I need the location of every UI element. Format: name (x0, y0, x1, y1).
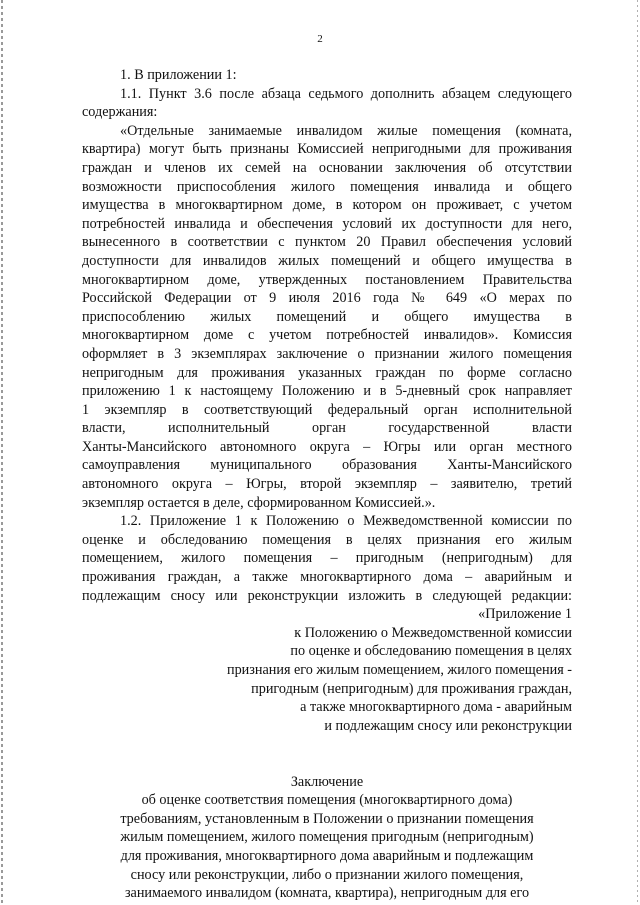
text-line: Российской Федерации от 9 июля 2016 года № 649 «О мерах по (82, 290, 572, 307)
text-line: автономного округа – Югры, второй экземпляр – заявителю, третий (82, 476, 572, 493)
text-line: приспособлению жилых помещений и общего имущества в (82, 308, 572, 325)
text-line: непригодным для проживания указанных граждан по форме согласно (82, 364, 572, 381)
text-line: Ханты-Мансийского автономного округа – Югры или орган местного (82, 438, 572, 455)
text-line: сносу или реконструкции, либо о признании жилого помещения, (130, 866, 524, 883)
text-line: квартира) могут быть признаны Комиссией непригодными для проживания (82, 141, 572, 158)
text-line: «Отдельные занимаемые инвалидом жилые помещения (комната, (120, 122, 572, 139)
text-line: 1. В приложении 1: (120, 67, 237, 83)
text-line: жилым помещением, жилого помещения пригодным (непригодным) (120, 829, 534, 846)
text-line: многоквартирном доме, утвержденных постановлением Правительства (82, 271, 572, 288)
text-line: доступности для инвалидов жилых помещений и общего имущества в (82, 252, 572, 269)
text-line: по оценке и обследованию помещения в целях (290, 643, 572, 660)
text-line: и подлежащим сносу или реконструкции (324, 717, 572, 734)
text-line: 1.1. Пункт 3.6 после абзаца седьмого дополнить абзацем следующего (120, 85, 572, 102)
scan-edge-left (1, 0, 3, 905)
text-line: помещением, жилого помещения – пригодным (непригодным) для (82, 550, 572, 567)
text-line: оценке и обследованию помещения в целях признания его жилым (82, 531, 572, 548)
page-number: 2 (317, 33, 323, 45)
text-line: потребностей инвалида и обеспечения условий их доступности для него, (82, 215, 572, 232)
text-line: экземпляр остается в деле, сформированном Комиссией.». (82, 494, 436, 511)
text-line: пригодным (непригодным) для проживания граждан, (251, 680, 572, 697)
text-line: приложению 1 к настоящему Положению и в 5-дневный срок направляет (82, 383, 572, 400)
text-line: признания его жилым помещением, жилого помещения - (226, 662, 572, 678)
blank-line (82, 754, 572, 773)
text-line: Заключение (290, 773, 364, 790)
text-line: 1 экземпляр в соответствующий федеральный орган исполнительной (82, 401, 572, 418)
scan-edge-right (637, 0, 638, 905)
text-line: возможности приспособления жилого помещения инвалида и общего (82, 178, 572, 195)
text-line: к Положению о Межведомственной комиссии (294, 624, 572, 641)
text-line: 1.2. Приложение 1 к Положению о Межведомственной комиссии по (120, 513, 572, 530)
text-line: «Приложение 1 (478, 606, 572, 623)
text-line: самоуправления муниципального образования Ханты-Мансийского (82, 457, 572, 474)
text-line: занимаемого инвалидом (комната, квартира), непригодным для его (124, 885, 530, 902)
text-line: требованиям, установленным в Положении о признании помещения (120, 810, 534, 827)
text-line: оформляет в 3 экземплярах заключение о признании жилого помещения (82, 345, 572, 362)
text-line: власти, исполнительный орган государственной власти (82, 420, 572, 437)
text-line: проживания граждан, а также многоквартирного дома – аварийным и (82, 569, 572, 586)
text-line: об оценке соответствия помещения (многоквартирного дома) (141, 792, 513, 809)
text-line: содержания: (82, 104, 158, 121)
text-line: имущества в многоквартирном доме, в котором он проживает, с учетом (82, 197, 572, 214)
document-body (82, 66, 572, 903)
text-line: многоквартирном доме с учетом потребностей инвалидов». Комиссия (82, 327, 572, 344)
text-line: подлежащим сносу или реконструкции изложить в следующей редакции: (82, 587, 572, 604)
blank-line (82, 735, 572, 754)
text-line: вынесенного в соответствии с пунктом 20 Правил обеспечения условий (82, 234, 572, 251)
text-line: для проживания, многоквартирного дома аварийным и подлежащим (120, 847, 534, 864)
text-line: граждан и членов их семей на основании заключения об отсутствии (82, 159, 572, 176)
text-line: а также многоквартирного дома - аварийным (300, 699, 572, 716)
